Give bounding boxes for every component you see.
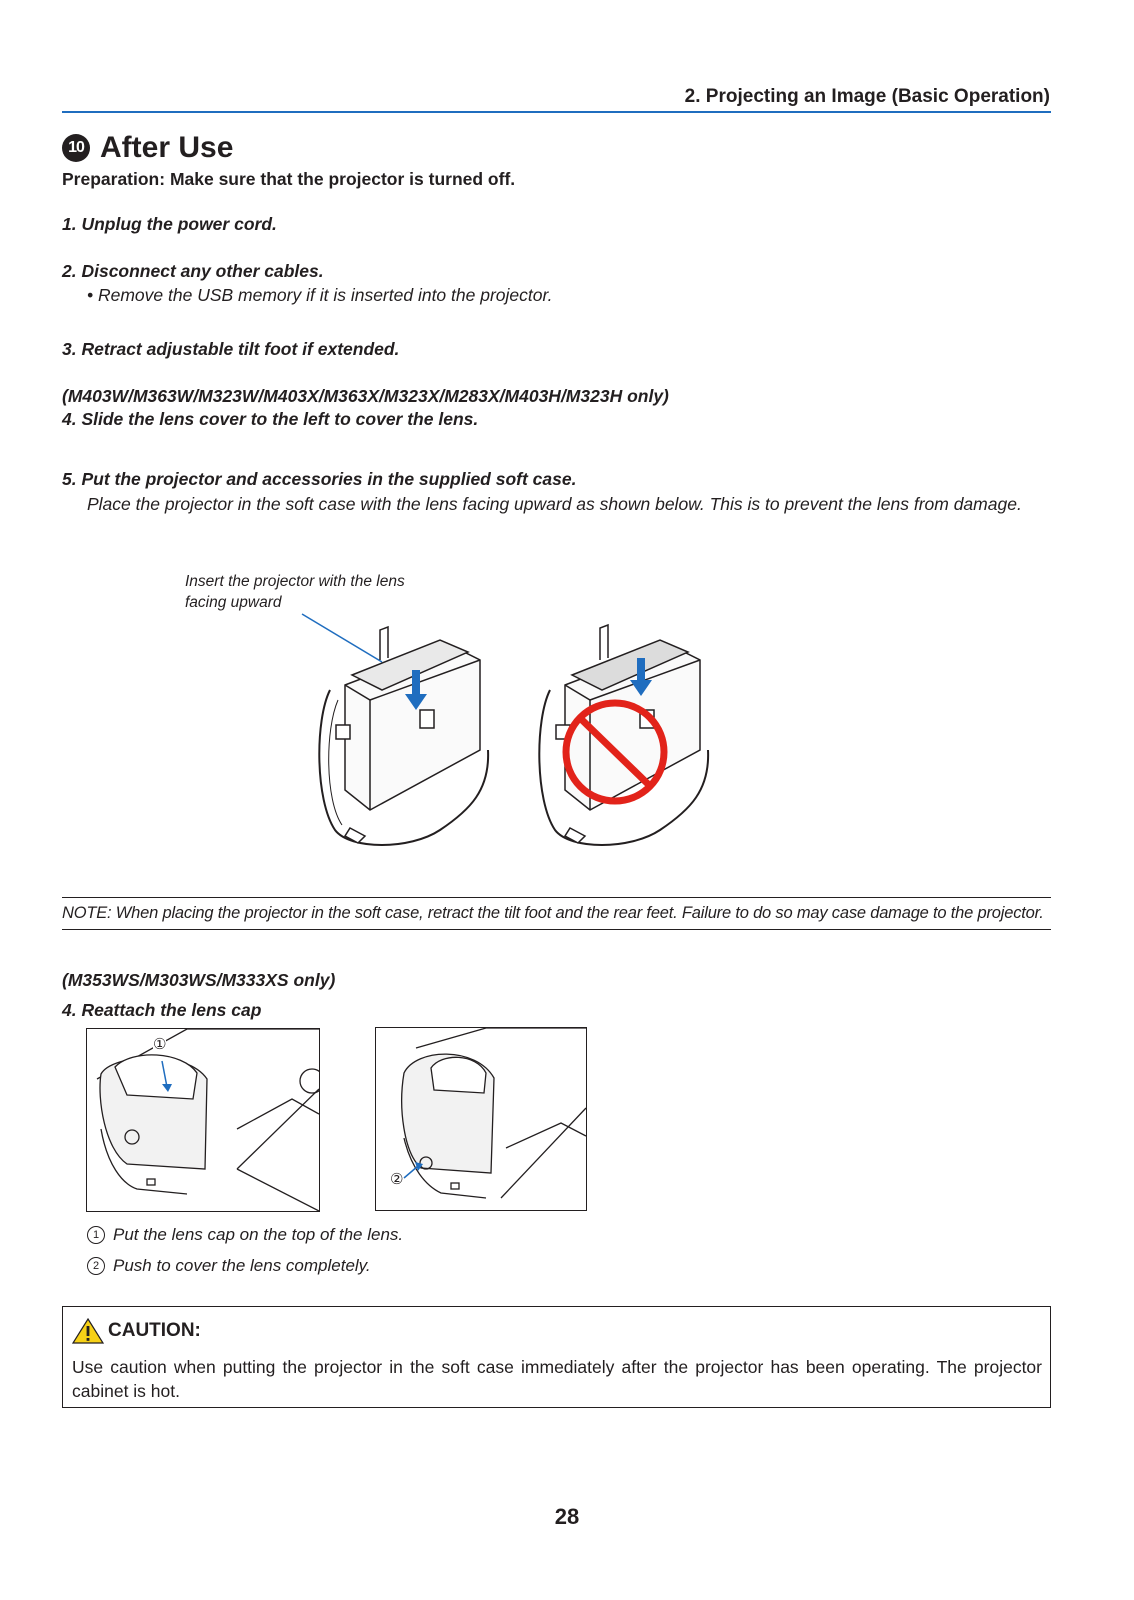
warning-icon — [72, 1317, 104, 1345]
lens-cap-item-2-text: Push to cover the lens completely. — [113, 1256, 371, 1275]
running-header: 2. Projecting an Image (Basic Operation) — [684, 86, 1050, 107]
step-1: 1. Unplug the power cord. — [62, 214, 277, 234]
page-number: 28 — [554, 1504, 580, 1529]
step-5: 5. Put the projector and accessories in the supplied soft case. — [62, 469, 577, 489]
models-note-a: (M403W/M363W/M323W/M403X/M363X/M323X/M283X/M403H/M323H only) — [62, 386, 669, 406]
step-4-slide-cover: 4. Slide the lens cover to the left to cover the lens. — [62, 409, 479, 429]
callout-marker-2: ② — [390, 1171, 404, 1188]
step-2: 2. Disconnect any other cables. — [62, 261, 324, 281]
section-title — [62, 128, 233, 168]
lens-cap-item-1 — [87, 1225, 403, 1245]
lens-cap-figure-1 — [86, 1028, 320, 1212]
note-text: NOTE: When placing the projector in the soft case, retract the tilt foot and the rear feet. Failure to do so may case damage to the projector. — [62, 897, 1051, 930]
step-5-body: Place the projector in the soft case with the lens facing upward as shown below. This is to prevent the lens from damage. — [87, 494, 1022, 514]
section-title-text: After Use — [100, 131, 234, 164]
caution-label: CAUTION: — [108, 1320, 201, 1341]
lens-cap-placing-illustration — [87, 1029, 319, 1211]
caution-header — [72, 1317, 201, 1345]
callout-marker-1: ① — [153, 1036, 167, 1053]
figure-caption-line1: Insert the projector with the lens — [185, 573, 405, 590]
soft-case-incorrect — [539, 625, 708, 845]
soft-case-illustration — [290, 600, 750, 860]
step-2-bullet: • Remove the USB memory if it is inserted into the projector. — [87, 285, 553, 305]
step-3: 3. Retract adjustable tilt foot if extended. — [62, 339, 400, 359]
lens-cap-pushing-illustration — [376, 1028, 586, 1210]
lens-cap-item-1-text: Put the lens cap on the top of the lens. — [113, 1225, 404, 1244]
item-number-1: 1 — [87, 1226, 105, 1244]
models-note-b: (M353WS/M303WS/M333XS only) — [62, 970, 336, 990]
preparation-text: Preparation: Make sure that the projector is turned off. — [62, 169, 516, 189]
caution-box — [62, 1306, 1051, 1408]
lens-cap-figure-2 — [375, 1027, 587, 1211]
item-number-2: 2 — [87, 1257, 105, 1275]
soft-case-correct — [319, 627, 488, 845]
section-number-badge: 10 — [62, 134, 90, 162]
lens-cap-item-2 — [87, 1256, 371, 1276]
figure-caption-line2: facing upward — [185, 594, 282, 611]
caution-text: Use caution when putting the projector in the soft case immediately after the projector has been operating. The projector cabinet is hot. — [72, 1357, 1042, 1401]
header-rule — [62, 111, 1051, 113]
step-4-reattach-cap: 4. Reattach the lens cap — [62, 1000, 262, 1020]
